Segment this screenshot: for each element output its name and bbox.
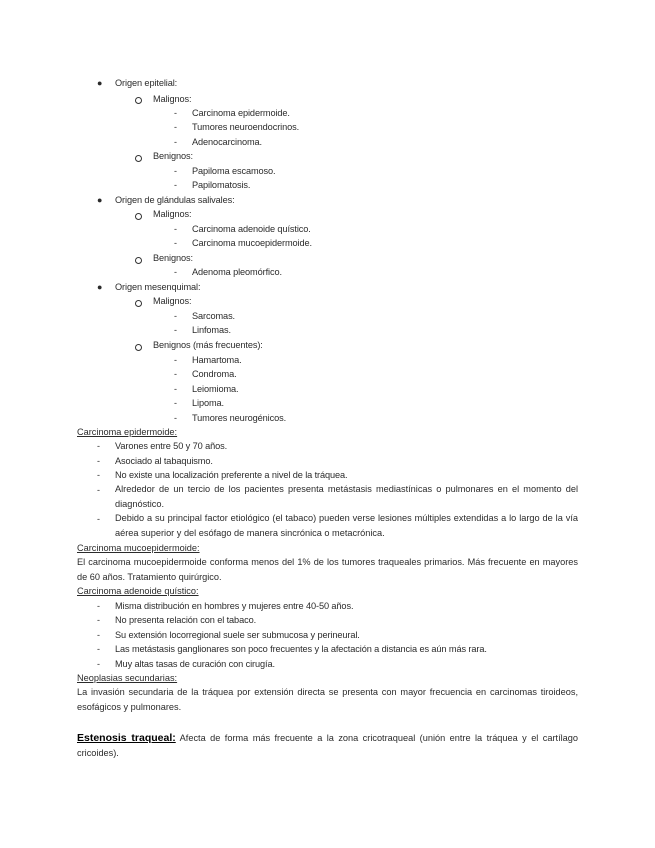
list-item: Tumores neuroendocrinos. (192, 122, 300, 132)
section-paragraph: El carcinoma mucoepidermoide conforma menos del 1% de los tumores traqueales primarios. Más frecuente en mayores de 60 años. Tratamiento quirúrgico. (77, 557, 578, 582)
list-item: Lipoma. (192, 398, 224, 408)
list-item: Adenoma pleomórfico. (192, 267, 282, 277)
dash-icon: - (97, 644, 100, 654)
section-paragraph: La invasión secundaria de la tráquea por extensión directa se presenta con mayor frecuencia en carcinomas tiroideos, esofágicos y pulmonares. (77, 687, 578, 712)
list-item: Debido a su principal factor etiológico (el tabaco) pueden verse lesiones múltiples extendidas a lo largo de la vía aérea superior y del esófago de manera sincrónica o metacrónica. (115, 513, 578, 538)
dash-icon: - (174, 311, 177, 321)
section-heading: Carcinoma mucoepidermoide: (77, 543, 200, 553)
section-heading: Carcinoma adenoide quístico: (77, 586, 199, 596)
dash-icon: - (174, 122, 177, 132)
section-heading: Carcinoma epidermoide: (77, 427, 178, 437)
subcategory-label: Malignos: (153, 296, 192, 306)
circle-bullet-icon (135, 155, 142, 162)
circle-bullet-icon (135, 257, 142, 264)
list-item: Asociado al tabaquismo. (115, 456, 213, 466)
list-item: Papiloma escamoso. (192, 166, 276, 176)
list-item: Las metástasis ganglionares son poco frecuentes y la afectación a distancia es aún más rara. (115, 644, 487, 654)
circle-bullet-icon (135, 97, 142, 104)
list-item: Sarcomas. (192, 311, 236, 321)
subcategory-label: Benignos: (153, 253, 193, 263)
list-item: No existe una localización preferente a nivel de la tráquea. (115, 470, 348, 480)
dash-icon: - (174, 137, 177, 147)
bullet-icon: ● (97, 195, 103, 205)
category-mesenquimal: Origen mesenquimal: (115, 282, 201, 292)
dash-icon: - (97, 441, 100, 451)
dash-icon: - (174, 180, 177, 190)
category-salivales: Origen de glándulas salivales: (115, 195, 235, 205)
list-item: Carcinoma epidermoide. (192, 108, 290, 118)
dash-icon: - (97, 514, 100, 524)
dash-icon: - (174, 325, 177, 335)
list-item: Papilomatosis. (192, 180, 251, 190)
dash-icon: - (97, 470, 100, 480)
list-item: Su extensión locorregional suele ser submucosa y perineural. (115, 630, 360, 640)
dash-icon: - (174, 384, 177, 394)
dash-icon: - (174, 108, 177, 118)
section-text: Afecta de forma más frecuente a la zona cricotraqueal (unión entre la tráquea y el cartílago cricoides). (77, 733, 579, 758)
dash-icon: - (97, 615, 100, 625)
subcategory-label: Malignos: (153, 94, 192, 104)
dash-icon: - (174, 238, 177, 248)
list-item: Muy altas tasas de curación con cirugía. (115, 659, 275, 669)
list-item: Misma distribución en hombres y mujeres entre 40-50 años. (115, 601, 354, 611)
list-item: Linfomas. (192, 325, 231, 335)
dash-icon: - (97, 659, 100, 669)
list-item: Carcinoma adenoide quístico. (192, 224, 311, 234)
dash-icon: - (97, 485, 100, 495)
dash-icon: - (174, 166, 177, 176)
circle-bullet-icon (135, 213, 142, 220)
bullet-icon: ● (97, 282, 103, 292)
dash-icon: - (174, 355, 177, 365)
list-item: Tumores neurogénicos. (192, 413, 287, 423)
list-item: Condroma. (192, 369, 237, 379)
dash-icon: - (97, 456, 100, 466)
list-item: Adenocarcinoma. (192, 137, 262, 147)
list-item: Carcinoma mucoepidermoide. (192, 238, 312, 248)
list-item: Alrededor de un tercio de los pacientes presenta metástasis mediastínicas o pulmonares en el momento del diagnóstico. (115, 484, 578, 509)
dash-icon: - (97, 601, 100, 611)
circle-bullet-icon (135, 344, 142, 351)
dash-icon: - (174, 413, 177, 423)
dash-icon: - (174, 224, 177, 234)
section-paragraph (77, 731, 578, 760)
section-heading: Estenosis traqueal: (77, 732, 176, 744)
dash-icon: - (174, 369, 177, 379)
dash-icon: - (174, 398, 177, 408)
bullet-icon: ● (97, 78, 103, 88)
dash-icon: - (97, 630, 100, 640)
subcategory-label: Benignos: (153, 151, 193, 161)
circle-bullet-icon (135, 300, 142, 307)
category-epitelial: Origen epitelial: (115, 78, 178, 88)
list-item: Hamartoma. (192, 355, 242, 365)
dash-icon: - (174, 267, 177, 277)
section-heading: Neoplasias secundarias: (77, 673, 178, 683)
list-item: No presenta relación con el tabaco. (115, 615, 257, 625)
list-item: Leiomioma. (192, 384, 239, 394)
list-item: Varones entre 50 y 70 años. (115, 441, 228, 451)
subcategory-label: Malignos: (153, 209, 192, 219)
subcategory-label: Benignos (más frecuentes): (153, 340, 263, 350)
